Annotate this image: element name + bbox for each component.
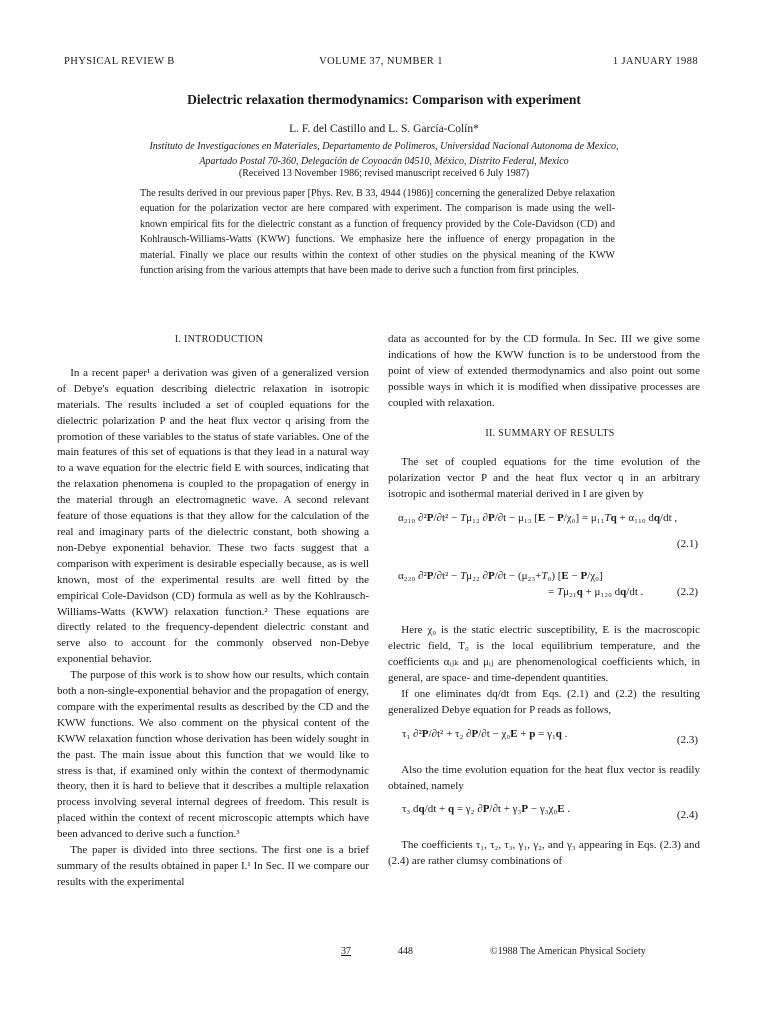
section-heading-summary: II. SUMMARY OF RESULTS xyxy=(485,427,615,439)
equation-2-1-body: α₂₁₀ ∂²P/∂t² − Tμ₁₂ ∂P/∂t − μ₁₃ [E − P/χ₀] = μ₁₁Tq + α₁₁₀ dq/dt , xyxy=(398,512,678,525)
issue-date: 1 JANUARY 1988 xyxy=(612,56,698,67)
paper-title: Dielectric relaxation thermodynamics: Comparison with experiment xyxy=(187,92,581,107)
equation-2-4-body: τ₃ dq/dt + q = γ₂ ∂P/∂t + γ₃P − γ₃χ₀E . xyxy=(402,803,571,816)
affiliation-line-1: Instituto de Investigaciones en Materiales, Departamento de Polimeros, Universidad Nacional Autonoma de Mexico, xyxy=(149,141,619,152)
section-heading-introduction: I. INTRODUCTION xyxy=(174,334,264,345)
footer-copyright: ©1988 The American Physical Society xyxy=(490,946,646,957)
equation-2-2-number: (2.2) xyxy=(676,586,698,599)
equation-2-2-body: α₂₂₀ ∂²P/∂t² − Tμ₂₂ ∂P/∂t − (μ₂₃+T₀) [E − P/χ₀] = Tμ₂₁q + μ₁₂₀ dq/dt . xyxy=(398,570,644,599)
equation-2-2 xyxy=(388,561,700,623)
authors: L. F. del Castillo and L. S. García-Colín* xyxy=(289,123,479,135)
footer-page-number: 448 xyxy=(398,946,413,957)
footer-volume: 37 xyxy=(341,946,351,957)
journal-name: PHYSICAL REVIEW B xyxy=(64,56,175,67)
affiliation xyxy=(90,139,678,169)
running-head xyxy=(64,56,698,70)
summary-paragraph-set: The set of coupled equations for the time evolution of the polarization vector P and the heat flux vector q in an arbitrary isotropic and isothermal material derived in I are given by xyxy=(388,456,700,501)
intro-continuation: data as accounted for by the CD formula. In Sec. III we give some indications of how the KWW function is to be understood from the point of view of extended thermodynamics and also point out some possible ways in which it is modified when dissipative processes are coupled with relaxation. xyxy=(388,333,700,409)
left-column xyxy=(57,332,369,891)
equation-2-3 xyxy=(388,719,700,763)
equation-2-1 xyxy=(388,503,700,561)
intro-paragraph-2: The purpose of this work is to show how our results, which contain both a non-single-exponential behavior and the propagation of energy, compare with the experimental results as described by the CD and the KWW functions. We also comment on the physical content of the KWW relaxation function whose derivation has been widely sought in the past. The main issue about this function that we would like to stress is that, if examined only within the context of thermodynamic theory, then it is hard to believe that it describes a multiple relaxation process involving several internal degrees of freedom. This result is placed within the context of recent microscopic attempts which have been advanced to derive such a function.³ xyxy=(57,669,369,841)
equation-2-4-number: (2.4) xyxy=(676,809,698,822)
page-footer xyxy=(0,946,768,960)
equation-2-3-body: τ₁ ∂²P/∂t² + τ₂ ∂P/∂t − χ₀E + p = γ₁q . xyxy=(402,727,568,740)
affiliation-line-2: Apartado Postal 70-360, Delegación de Coyoacán 04510, México, Distrito Federal, Mexico xyxy=(199,156,569,167)
abstract: The results derived in our previous paper [Phys. Rev. B 33, 4944 (1986)] concerning the generalized Debye relaxation equation for the polarization vector are here compared with experiment. The comparison is made using the well-known empirical fits for the dielectric constant as a function of frequency provided by the Cole-Davidson (CD) and Kohlrausch-Williams-Watts (KWW) functions. We emphasize here the influence of energy propagation in the material. Finally we place our results within the context of other studies on the physical meaning of the KWW function arising from the various attempts that have been made to derive such a function from first principles. xyxy=(140,188,615,277)
summary-paragraph-coefficients: The coefficients τ₁, τ₂, τ₃, γ₁, γ₂, and γ₃ appearing in Eqs. (2.3) and (2.4) are rather clumsy combinations of xyxy=(388,839,700,868)
summary-paragraph-here: Here χ₀ is the static electric susceptibility, E is the macroscopic electric field, T₀ is the local equilibrium temperature, and the coefficients αᵢⱼₖ and μᵢⱼ are phenomenological coefficients which, in general, are space- and time-dependent quantities. xyxy=(388,624,700,684)
received-dates: (Received 13 November 1986; revised manuscript received 6 July 1987) xyxy=(238,168,530,179)
equation-2-3-number: (2.3) xyxy=(676,733,698,746)
intro-paragraph-1: In a recent paper¹ a derivation was given of a generalized version of Debye's equation describing dielectric relaxation in isotropic materials. The results included a set of coupled equations for the dielectric polarization P and the heat flux vector q arising from the promotion of these variables to the status of state variables. One of the main features of this set of equations is that they lead in a natural way to a wave equation for the electric field E with sources, indicating that the relaxation phenomena is coupled to the propagation of energy in the material through an electromagnetic wave. A second relevant feature of those equations is that they allow for the calculation of the real and imaginary parts of the dielectric constant, both showing a non-Debye exponential behavior. These two facts suggest that a comparison with experiment is desirable especially because, as is well known, most of the experimental results are well fitted by the empirical Cole-Davidson (CD) formula as well as by the Kohlrausch-Williams-Watts (KWW) relaxation function.² These equations are directly related to the frequency-dependent dielectric constant and serve also to account for the commonly observed non-Debye exponential behavior. xyxy=(57,366,369,666)
intro-paragraph-3: The paper is divided into three sections. The first one is a brief summary of the results obtained in paper I.¹ In Sec. II we compare our results with the experimental xyxy=(57,844,369,888)
equation-2-4 xyxy=(388,794,700,838)
equation-2-1-number: (2.1) xyxy=(676,538,698,551)
volume-number: VOLUME 37, NUMBER 1 xyxy=(319,56,443,67)
right-column xyxy=(388,332,700,870)
summary-paragraph-also: Also the time evolution equation for the heat flux vector is readily obtained, namely xyxy=(388,763,700,792)
summary-paragraph-eliminate: If one eliminates dq/dt from Eqs. (2.1) and (2.2) the resulting generalized Debye equation for P reads as follows, xyxy=(388,687,700,716)
